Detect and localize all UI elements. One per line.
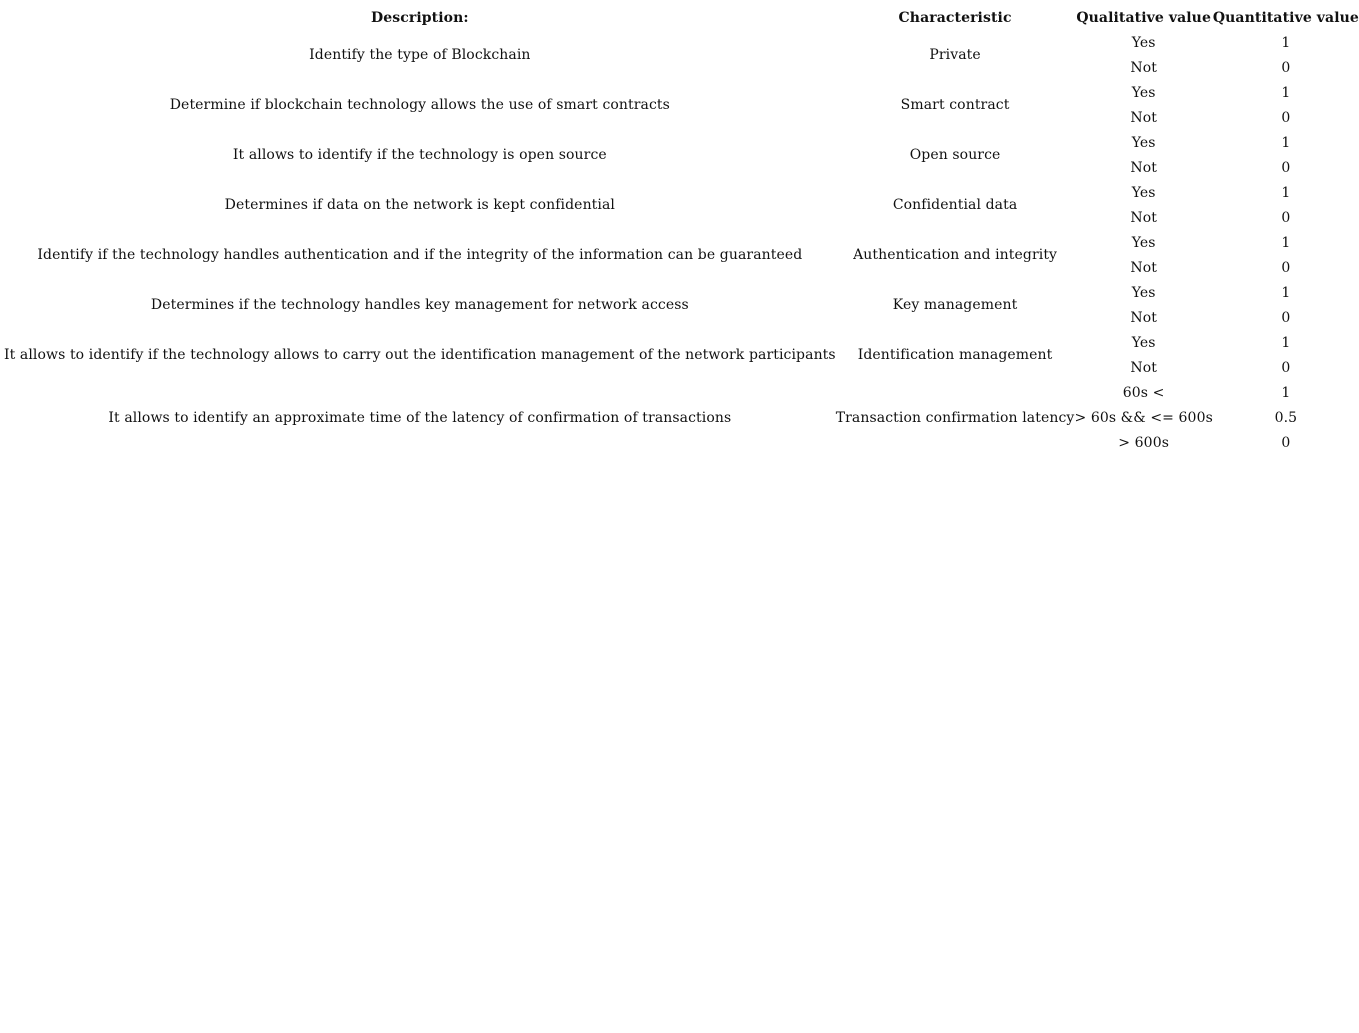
quantitative-value-cell: 0: [1281, 259, 1291, 276]
qualitative-value-cell: Yes: [1131, 284, 1156, 301]
table-row: [4, 330, 1359, 355]
qualitative-value-cell: Yes: [1131, 184, 1156, 201]
quantitative-value-cell: 1: [1281, 184, 1291, 201]
qualitative-value-cell: Not: [1130, 59, 1157, 76]
description-cell: Determines if data on the network is kept confidential: [224, 197, 616, 213]
qualitative-value-cell: Yes: [1131, 34, 1156, 51]
description-cell: Determine if blockchain technology allows the use of smart contracts: [169, 97, 670, 113]
qualitative-value-cell: Not: [1130, 309, 1157, 326]
table-row: [4, 230, 1359, 255]
header-description: Description:: [371, 9, 469, 26]
quantitative-value-cell: 1: [1281, 134, 1291, 151]
table-row: [4, 280, 1359, 305]
table-row: [4, 180, 1359, 205]
characteristic-cell: Authentication and integrity: [853, 247, 1058, 263]
header-qualitative-value: Qualitative value: [1076, 9, 1211, 26]
header-characteristic: Characteristic: [898, 9, 1012, 26]
characteristic-cell: Transaction confirmation latency: [835, 409, 1075, 426]
quantitative-value-cell: 0: [1281, 434, 1291, 451]
quantitative-value-cell: 1: [1281, 34, 1291, 51]
quantitative-value-cell: 1: [1281, 84, 1291, 101]
qualitative-value-cell: Not: [1130, 259, 1157, 276]
table-row: [4, 130, 1359, 155]
quantitative-value-cell: 1: [1281, 384, 1291, 401]
qualitative-value-cell: > 600s: [1118, 434, 1169, 451]
qualitative-value-cell: > 60s && <= 600s: [1074, 409, 1213, 426]
description-cell: It allows to identify if the technology is open source: [232, 147, 607, 163]
description-cell: Determines if the technology handles key management for network access: [150, 297, 689, 313]
quantitative-value-cell: 0.5: [1274, 409, 1298, 426]
quantitative-value-cell: 0: [1281, 59, 1291, 76]
quantitative-value-cell: 1: [1281, 334, 1291, 351]
qualitative-value-cell: Yes: [1131, 234, 1156, 251]
quantitative-value-cell: 0: [1281, 359, 1291, 376]
characteristic-cell: Identification management: [857, 347, 1053, 363]
characteristic-cell: Private: [929, 47, 981, 63]
table-row: [4, 30, 1359, 55]
table-row: [4, 80, 1359, 105]
table-header: [4, 5, 1359, 30]
description-cell: It allows to identify if the technology allows to carry out the identification management of the network participants: [4, 347, 836, 363]
quantitative-value-cell: 0: [1281, 209, 1291, 226]
quantitative-value-cell: 0: [1281, 309, 1291, 326]
header-quantitative-value: Quantitative value: [1212, 9, 1359, 26]
quantitative-value-cell: 1: [1281, 234, 1291, 251]
header-row: [4, 5, 1359, 30]
description-cell: Identify the type of Blockchain: [309, 47, 531, 63]
characteristic-cell: Open source: [909, 147, 1001, 163]
characteristic-cell: Confidential data: [892, 197, 1018, 213]
qualitative-value-cell: Yes: [1131, 84, 1156, 101]
description-cell: Identify if the technology handles authentication and if the integrity of the information can be guaranteed: [37, 247, 803, 263]
qualitative-value-cell: Not: [1130, 109, 1157, 126]
qualitative-value-cell: Yes: [1131, 134, 1156, 151]
quantitative-value-cell: 1: [1281, 284, 1291, 301]
qualitative-value-cell: Not: [1130, 209, 1157, 226]
characteristic-cell: Smart contract: [900, 97, 1010, 113]
qualitative-value-cell: 60s <: [1122, 384, 1165, 401]
criteria-table: [4, 5, 1359, 455]
table-row: [4, 380, 1359, 405]
characteristic-cell: Key management: [892, 297, 1018, 313]
quantitative-value-cell: 0: [1281, 159, 1291, 176]
table-body: [4, 30, 1359, 455]
qualitative-value-cell: Not: [1130, 359, 1157, 376]
description-cell: It allows to identify an approximate time of the latency of confirmation of transactions: [108, 409, 732, 426]
qualitative-value-cell: Not: [1130, 159, 1157, 176]
quantitative-value-cell: 0: [1281, 109, 1291, 126]
qualitative-value-cell: Yes: [1131, 334, 1156, 351]
